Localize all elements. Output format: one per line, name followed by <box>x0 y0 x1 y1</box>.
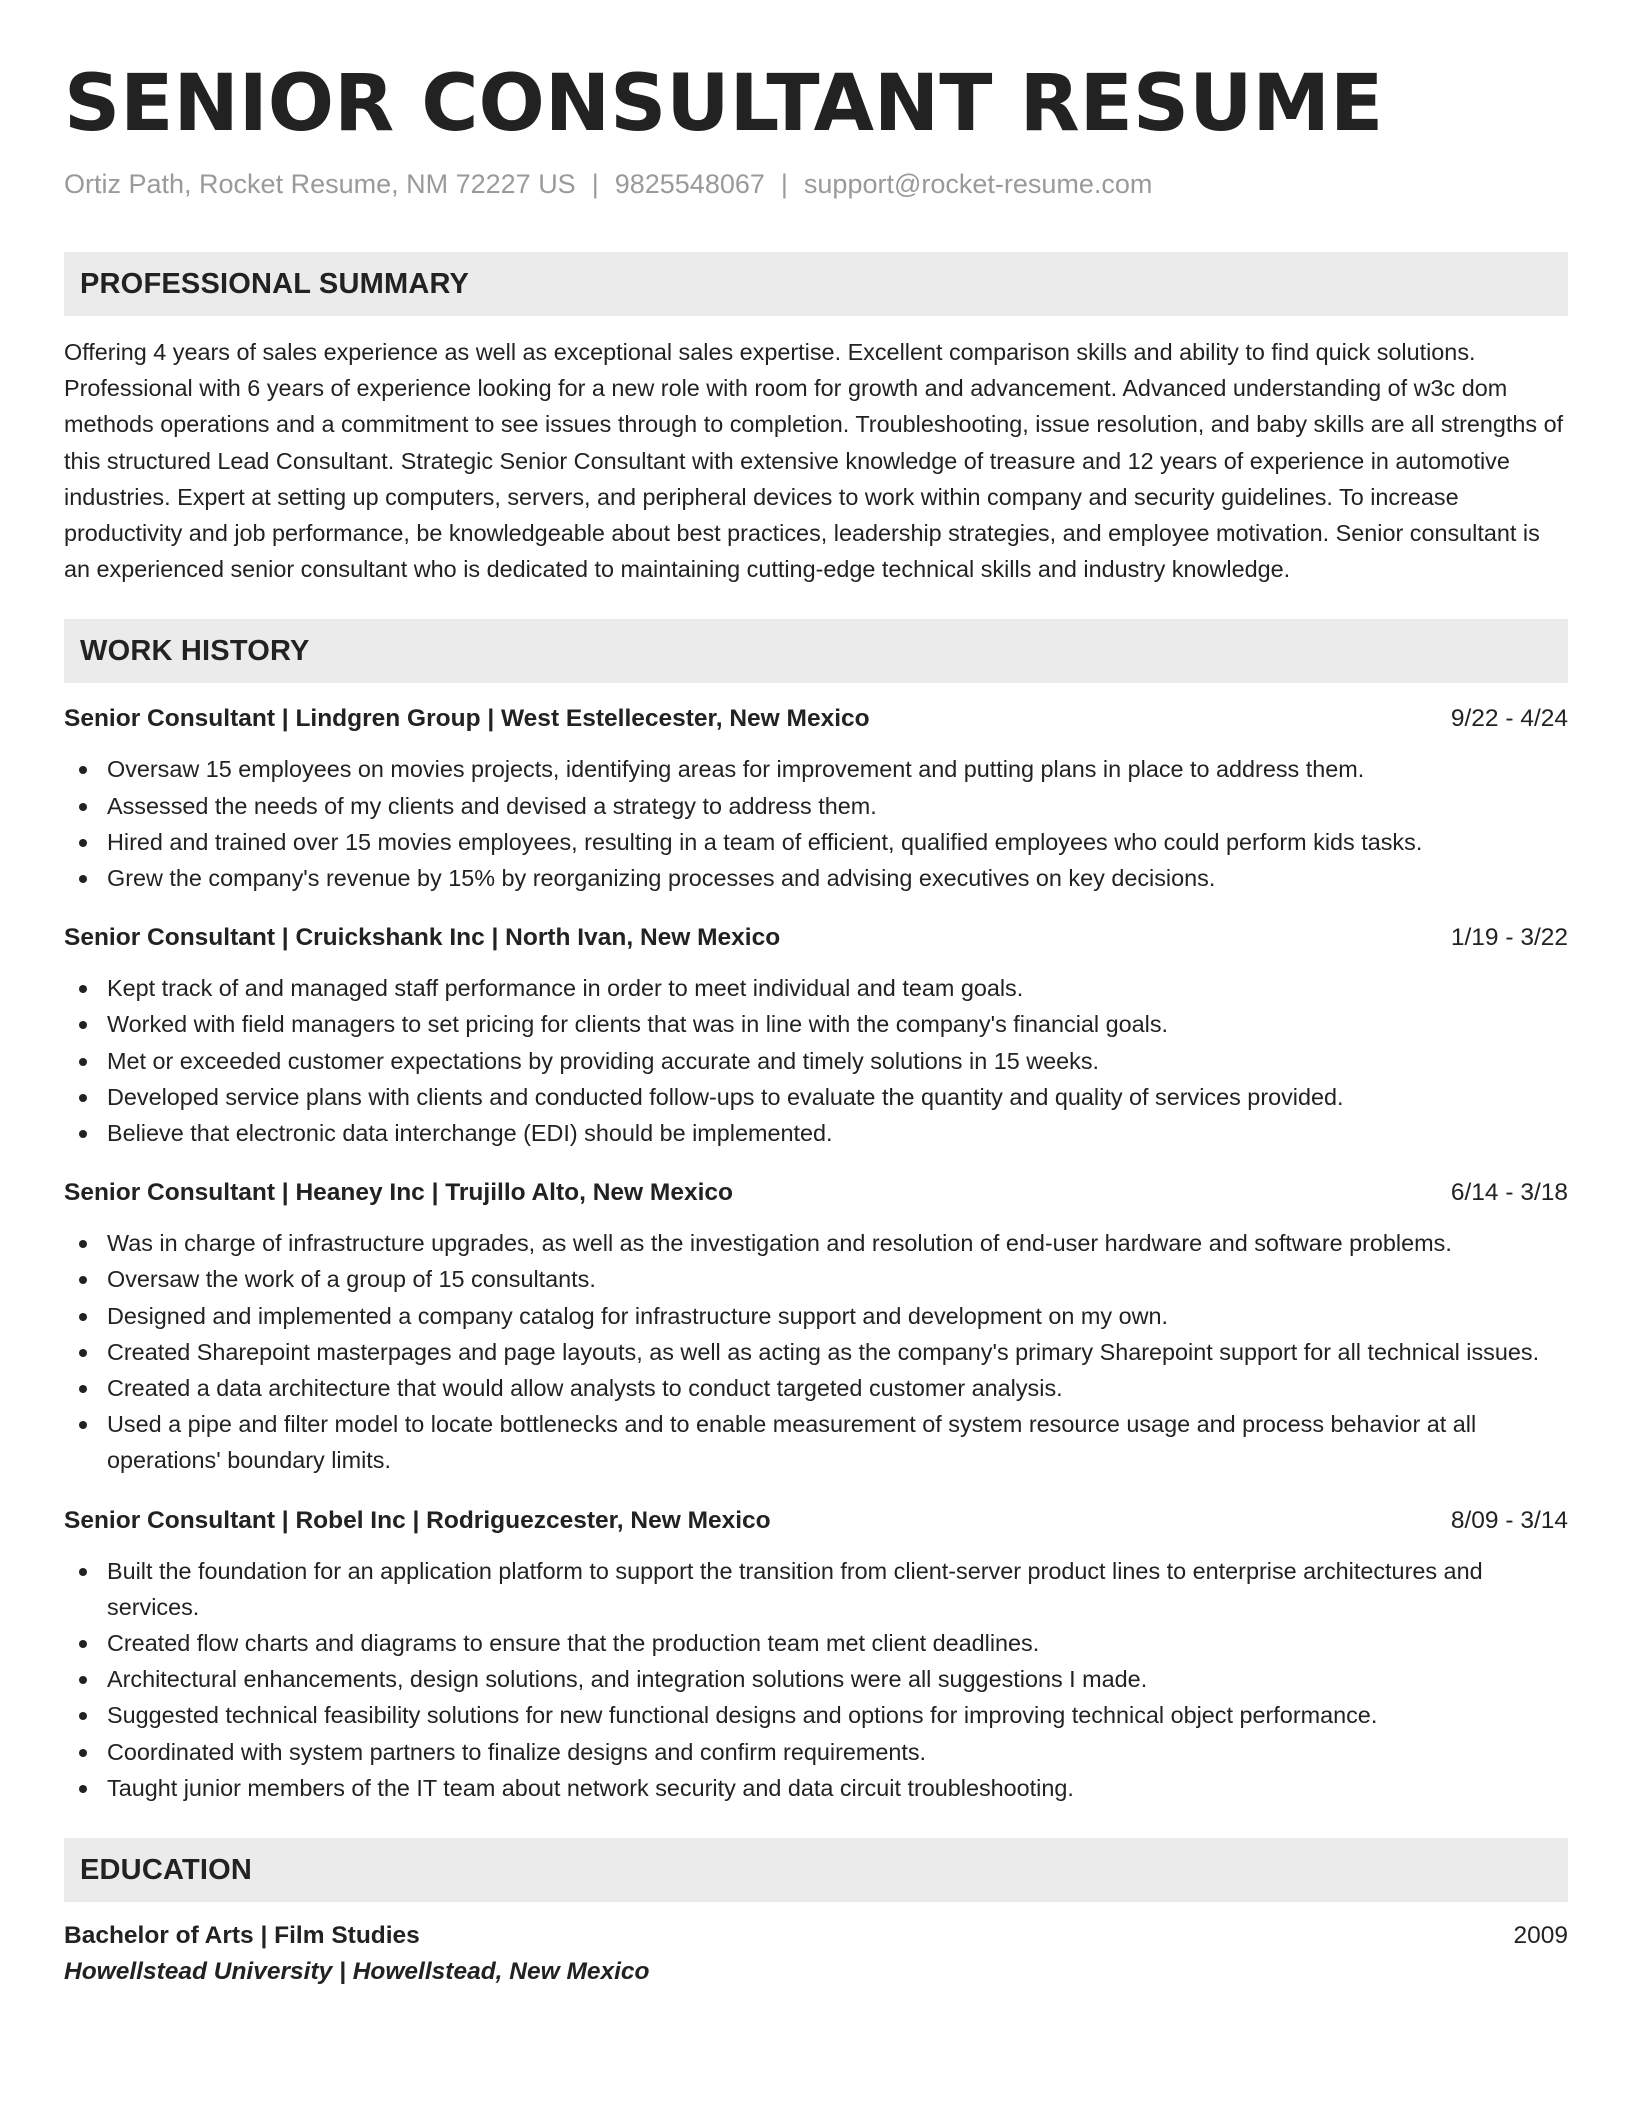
job-dates: 1/19 - 3/22 <box>1450 924 1568 952</box>
job-title: Senior Consultant | Cruickshank Inc | North Ivan, New Mexico <box>64 924 781 952</box>
contact-phone: 9825548067 <box>614 169 765 199</box>
job-entry <box>64 920 1568 1151</box>
bullet-item: Kept track of and managed staff performance in order to meet individual and team goals. <box>64 970 1568 1006</box>
bullet-item: Believe that electronic data interchange (EDI) should be implemented. <box>64 1115 1568 1151</box>
job-dates: 8/09 - 3/14 <box>1450 1506 1568 1534</box>
job-entry <box>64 1175 1568 1478</box>
bullet-item: Developed service plans with clients and conducted follow-ups to evaluate the quantity and quality of services provided. <box>64 1079 1568 1115</box>
section-header-work-history <box>64 619 1568 683</box>
bullet-item: Oversaw 15 employees on movies projects, identifying areas for improvement and putting plans in place to address them. <box>64 751 1568 787</box>
bullet-item: Was in charge of infrastructure upgrades, as well as the investigation and resolution of end-user hardware and software problems. <box>64 1225 1568 1261</box>
section-heading: EDUCATION <box>80 1853 253 1886</box>
section-heading: PROFESSIONAL SUMMARY <box>80 267 470 300</box>
contact-address: Ortiz Path, Rocket Resume, NM 72227 US <box>64 169 576 199</box>
bullet-item: Architectural enhancements, design solutions, and integration solutions were all suggestions I made. <box>64 1661 1568 1697</box>
contact-line <box>64 166 1568 202</box>
resume-title: SENIOR CONSULTANT RESUME <box>64 59 1384 149</box>
education-year: 2009 <box>1513 1922 1568 1950</box>
job-entry <box>64 1503 1568 1806</box>
bullet-item: Created flow charts and diagrams to ensure that the production team met client deadlines. <box>64 1625 1568 1661</box>
job-entry <box>64 701 1568 896</box>
bullet-item: Hired and trained over 15 movies employees, resulting in a team of efficient, qualified employees who could perform kids tasks. <box>64 824 1568 860</box>
education-header <box>64 1918 1568 1954</box>
bullet-item: Suggested technical feasibility solutions for new functional designs and options for improving technical object performance. <box>64 1697 1568 1733</box>
section-header-education <box>64 1838 1568 1902</box>
job-title: Senior Consultant | Robel Inc | Rodriguezcester, New Mexico <box>64 1506 771 1534</box>
bullet-item: Built the foundation for an application platform to support the transition from client-server product lines to enterprise architectures and services. <box>64 1553 1568 1625</box>
bullet-item: Worked with field managers to set pricing for clients that was in line with the company's financial goals. <box>64 1006 1568 1042</box>
job-bullets <box>64 970 1568 1151</box>
job-header <box>64 920 1568 956</box>
contact-email: support@rocket-resume.com <box>803 169 1153 199</box>
education-degree: Bachelor of Arts | Film Studies <box>64 1922 420 1950</box>
job-title: Senior Consultant | Heaney Inc | Trujillo Alto, New Mexico <box>64 1179 733 1207</box>
job-bullets <box>64 751 1568 896</box>
job-header <box>64 701 1568 737</box>
job-title: Senior Consultant | Lindgren Group | West Estellecester, New Mexico <box>64 705 870 733</box>
job-bullets <box>64 1225 1568 1478</box>
bullet-item: Created Sharepoint masterpages and page layouts, as well as acting as the company's primary Sharepoint support for all technical issues. <box>64 1334 1568 1370</box>
education-entry <box>64 1918 1568 1990</box>
bullet-item: Designed and implemented a company catalog for infrastructure support and development on my own. <box>64 1298 1568 1334</box>
bullet-item: Oversaw the work of a group of 15 consultants. <box>64 1261 1568 1297</box>
section-heading: WORK HISTORY <box>80 634 310 667</box>
section-header-summary <box>64 252 1568 316</box>
job-dates: 6/14 - 3/18 <box>1450 1179 1568 1207</box>
contact-separator: | <box>780 169 788 199</box>
job-bullets <box>64 1553 1568 1806</box>
job-header <box>64 1503 1568 1539</box>
contact-separator: | <box>591 169 599 199</box>
bullet-item: Coordinated with system partners to finalize designs and confirm requirements. <box>64 1734 1568 1770</box>
bullet-item: Used a pipe and filter model to locate bottlenecks and to enable measurement of system resource usage and process behavior at all operations' boundary limits. <box>64 1406 1568 1478</box>
bullet-item: Taught junior members of the IT team about network security and data circuit troubleshooting. <box>64 1770 1568 1806</box>
bullet-item: Assessed the needs of my clients and devised a strategy to address them. <box>64 788 1568 824</box>
job-dates: 9/22 - 4/24 <box>1450 705 1568 733</box>
bullet-item: Created a data architecture that would allow analysts to conduct targeted customer analysis. <box>64 1370 1568 1406</box>
education-school: Howellstead University | Howellstead, New Mexico <box>64 1958 650 1986</box>
summary-text: Offering 4 years of sales experience as well as exceptional sales expertise. Excellent comparison skills and ability to find quick solutions. Professional with 6 years of experience looking for a new role with room for growth and advancement. Advanced understanding of w3c dom methods operations and a commitment to see issues through to completion. Troubleshooting, issue resolution, and baby skills are all strengths of this structured Lead Consultant. Strategic Senior Consultant with extensive knowledge of treasure and 12 years of experience in automotive industries. Expert at setting up computers, servers, and peripheral devices to work within company and security guidelines. To increase productivity and job performance, be knowledgeable about best practices, leadership strategies, and employee motivation. Senior consultant is an experienced senior consultant who is dedicated to maintaining cutting-edge technical skills and industry knowledge. <box>64 339 1564 583</box>
bullet-item: Met or exceeded customer expectations by providing accurate and timely solutions in 15 weeks. <box>64 1043 1568 1079</box>
bullet-item: Grew the company's revenue by 15% by reorganizing processes and advising executives on key decisions. <box>64 860 1568 896</box>
job-header <box>64 1175 1568 1211</box>
